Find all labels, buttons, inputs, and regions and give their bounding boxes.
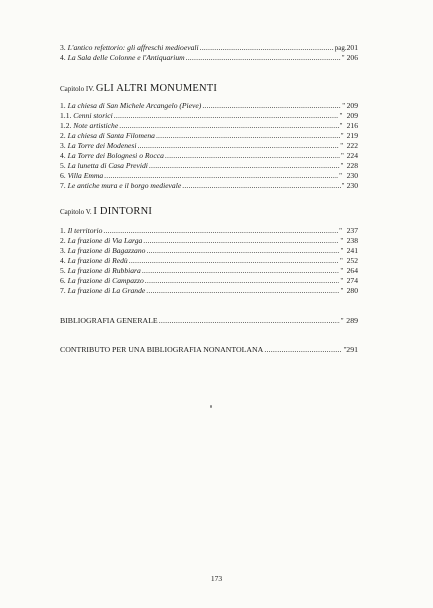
toc-entry-contribution <box>60 345 358 355</box>
toc-entry <box>60 121 358 131</box>
chapter-heading <box>60 83 217 95</box>
ditto-mark: " <box>340 267 344 275</box>
ditto-mark: " <box>339 112 343 120</box>
entry-number: 6. <box>60 276 66 285</box>
dot-leader <box>129 256 339 266</box>
ditto-mark: " <box>339 257 343 265</box>
chapter-title: I DINTORNI <box>93 206 153 217</box>
entry-number: 5. <box>60 161 66 170</box>
entry-title: La Sala delle Colonne e l'Antiquarium <box>67 53 185 62</box>
dot-leader <box>103 226 338 236</box>
dot-leader <box>182 181 340 191</box>
dot-leader <box>104 171 338 181</box>
entry-number: 1.1. <box>60 111 72 120</box>
entry-title: La frazione di Campazzo <box>67 276 144 285</box>
page-number: 173 <box>210 574 223 583</box>
chapter-title: GLI ALTRI MONUMENTI <box>95 83 218 94</box>
dot-leader <box>202 101 341 111</box>
entry-page: 224 <box>346 151 358 160</box>
entry-number: 2. <box>60 236 66 245</box>
toc-entry <box>60 171 358 181</box>
toc-entry <box>60 246 358 256</box>
entry-title: La frazione di La Grande <box>67 286 146 295</box>
entry-page: 274 <box>346 276 358 285</box>
entry-title: Le antiche mura e il borgo medievale <box>67 181 182 190</box>
ditto-mark: " <box>339 172 343 180</box>
entry-page: 280 <box>346 286 358 295</box>
entry-page: 216 <box>346 121 358 130</box>
entry-number: 3. <box>60 43 66 52</box>
entry-title: La frazione di Via Larga <box>67 236 143 245</box>
entry-number: 3. <box>60 246 66 255</box>
dot-leader <box>145 276 340 286</box>
toc-entry <box>60 181 358 191</box>
dot-leader <box>119 121 338 131</box>
toc-entry <box>60 256 358 266</box>
entry-page: 241 <box>346 246 358 255</box>
entry-page: 228 <box>346 161 358 170</box>
entry-title: La frazione di Redù <box>67 256 128 265</box>
entry-page: 264 <box>346 266 358 275</box>
toc-entry <box>60 131 358 141</box>
entry-title: Cenni storici <box>73 111 113 120</box>
ditto-mark: " <box>340 162 344 170</box>
dot-leader <box>143 236 339 246</box>
entry-number: 1.2. <box>60 121 72 130</box>
entry-title: La lunetta di Casa Previdi <box>67 161 148 170</box>
entry-number: 4. <box>60 151 66 160</box>
entry-page: 206 <box>346 53 358 62</box>
ditto-mark: " <box>339 227 343 235</box>
entry-page: 230 <box>346 171 358 180</box>
entry-title: Villa Emma <box>67 171 104 180</box>
dot-leader <box>165 151 340 161</box>
ditto-mark: " <box>340 132 344 140</box>
entry-title: La frazione di Rubbiara <box>67 266 141 275</box>
chapter-heading <box>60 206 152 218</box>
toc-entry <box>60 53 358 63</box>
entry-number: 1. <box>60 101 66 110</box>
chapter-label: Capitolo IV. <box>60 85 95 93</box>
dot-leader <box>146 246 339 256</box>
entry-number: 4. <box>60 256 66 265</box>
page-prefix: pag. <box>334 44 347 52</box>
ditto-mark: " <box>340 142 344 150</box>
ditto-mark: " <box>341 182 345 190</box>
entry-number: 2. <box>60 131 66 140</box>
ditto-mark: " <box>341 152 344 160</box>
entry-page: 209 <box>346 101 358 110</box>
entry-title: L'antico refettorio: gli affreschi medioevali <box>67 43 199 52</box>
entry-number: 5. <box>60 266 66 275</box>
ditto-mark: " <box>343 346 347 354</box>
toc-entry <box>60 236 358 246</box>
entry-page: 237 <box>346 226 358 235</box>
entry-title: Note artistiche <box>73 121 119 130</box>
dot-leader <box>200 43 334 53</box>
toc-entry <box>60 111 358 121</box>
entry-page: 222 <box>346 141 358 150</box>
toc-entry <box>60 161 358 171</box>
ditto-mark: " <box>339 122 343 130</box>
toc-entry <box>60 286 358 296</box>
ditto-mark: " <box>340 247 344 255</box>
entry-page: 209 <box>346 111 358 120</box>
entry-page: 230 <box>346 181 358 190</box>
dot-leader <box>156 131 340 141</box>
toc-entry-bibliography <box>60 316 358 326</box>
entry-page: 289 <box>346 316 358 325</box>
dot-leader <box>159 316 340 326</box>
toc-entry <box>60 276 358 286</box>
ditto-mark: " <box>340 237 344 245</box>
entry-number: 4. <box>60 53 66 62</box>
ditto-mark: " <box>341 54 345 62</box>
toc-entry <box>60 43 358 53</box>
ditto-mark: " <box>342 102 346 110</box>
dot-leader <box>137 141 339 151</box>
toc-entry <box>60 151 358 161</box>
ditto-mark: " <box>340 277 344 285</box>
entry-number: 1. <box>60 226 66 235</box>
chapter-label: Capitolo V. <box>60 208 92 216</box>
toc-entry <box>60 101 358 111</box>
entry-page: 252 <box>346 256 358 265</box>
entry-page: 219 <box>346 131 358 140</box>
entry-number: 7. <box>60 181 66 190</box>
toc-entry <box>60 266 358 276</box>
ditto-mark: " <box>340 287 344 295</box>
entry-number: 3. <box>60 141 66 150</box>
dot-leader <box>146 286 339 296</box>
entry-title: La Torre dei Modenesi <box>67 141 137 150</box>
toc-entry <box>60 226 358 236</box>
entry-title: BIBLIOGRAFIA GENERALE <box>60 316 158 325</box>
toc-entry <box>60 141 358 151</box>
entry-title: La Torre dei Bolognesi o Rocca <box>67 151 164 160</box>
entry-number: 7. <box>60 286 66 295</box>
entry-title: La frazione di Bagazzano <box>67 246 146 255</box>
dot-leader <box>149 161 340 171</box>
dot-leader <box>114 111 339 121</box>
dot-leader <box>186 53 341 63</box>
entry-page: 238 <box>346 236 358 245</box>
entry-title: Il territorio <box>67 226 103 235</box>
dot-leader <box>264 345 342 355</box>
print-speck <box>210 405 212 408</box>
entry-page: 291 <box>346 345 358 354</box>
dot-leader <box>142 266 340 276</box>
entry-number: 6. <box>60 171 66 180</box>
entry-page: 201 <box>346 43 358 52</box>
entry-title: La chiesa di Santa Filomena <box>67 131 155 140</box>
ditto-mark: " <box>340 317 344 325</box>
entry-title: La chiesa di San Michele Arcangelo (Pieve) <box>67 101 202 110</box>
entry-title: CONTRIBUTO PER UNA BIBLIOGRAFIA NONANTOLANA <box>60 345 264 354</box>
